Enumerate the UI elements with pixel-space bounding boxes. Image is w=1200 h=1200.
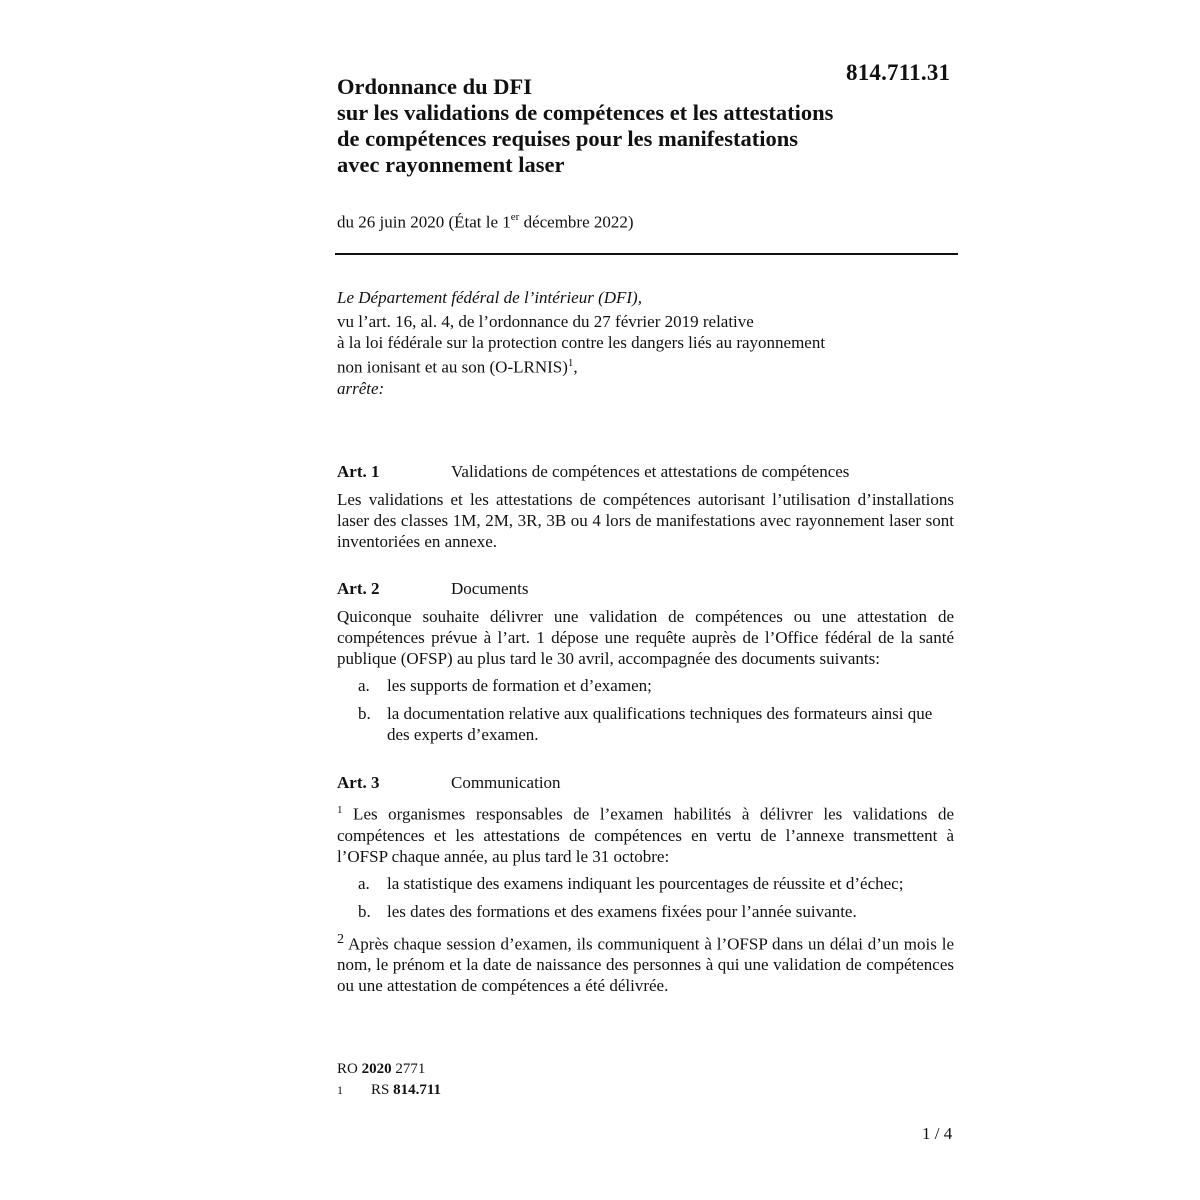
title-line: avec rayonnement laser xyxy=(337,152,565,177)
article-number: Art. 1 xyxy=(337,462,380,481)
list-item xyxy=(337,873,954,894)
article-paragraph-1 xyxy=(337,800,954,867)
date-superscript: er xyxy=(510,211,520,223)
article-number: Art. 3 xyxy=(337,773,380,792)
article-list xyxy=(337,873,954,922)
article-1 xyxy=(337,461,954,552)
article-title: Validations de compétences et attestations de compétences xyxy=(451,462,850,481)
list-item-text: la documentation relative aux qualifications techniques des formateurs ainsi que des experts d’examen. xyxy=(387,704,933,744)
article-heading xyxy=(337,772,954,793)
list-item-text: les dates des formations et des examens fixées pour l’année suivante. xyxy=(387,901,857,921)
list-marker: a. xyxy=(358,676,370,695)
sr-number: 814.711.31 xyxy=(846,60,951,85)
article-list xyxy=(337,675,954,745)
article-2 xyxy=(337,578,954,752)
date-prefix: du 26 juin 2020 (État le 1 xyxy=(337,212,511,232)
footnote-1 xyxy=(337,1080,441,1101)
list-item-text: la statistique des examens indiquant les pourcentages de réussite et d’échec; xyxy=(387,873,904,893)
footnote-prefix: RS xyxy=(371,1082,394,1098)
issuing-authority: Le Département fédéral de l’intérieur (DFI), xyxy=(337,288,642,307)
preamble xyxy=(337,287,957,402)
document-title xyxy=(337,74,937,178)
list-marker: a. xyxy=(358,873,370,893)
footnote-ref: 814.711 xyxy=(393,1082,442,1098)
page-number: 1 / 4 xyxy=(922,1124,953,1143)
title-separator-rule xyxy=(335,253,958,255)
article-heading xyxy=(337,578,954,599)
article-title: Communication xyxy=(451,773,561,792)
date-suffix: décembre 2022) xyxy=(519,212,634,232)
article-number: Art. 2 xyxy=(337,579,380,598)
list-marker: b. xyxy=(358,901,371,921)
list-marker: b. xyxy=(358,704,371,723)
legal-basis-line xyxy=(337,353,957,378)
official-compilation-ref xyxy=(337,1059,441,1080)
title-line: de compétences requises pour les manifestations xyxy=(337,126,799,151)
list-item-text: les supports de formation et d’examen; xyxy=(387,676,652,695)
ro-prefix: RO xyxy=(337,1061,362,1077)
title-line: sur les validations de compétences et les attestations xyxy=(337,100,834,125)
footnote-reference[interactable]: 1 xyxy=(567,357,574,369)
legal-basis-line: à la loi fédérale sur la protection contre les dangers liés au rayonnement xyxy=(337,333,826,352)
article-title: Documents xyxy=(451,579,529,598)
legal-basis-line: vu l’art. 16, al. 4, de l’ordonnance du 27 février 2019 relative xyxy=(337,312,754,331)
list-item xyxy=(337,703,954,745)
paragraph-text: Les organismes responsables de l’examen habilités à délivrer les validations de compétences et les attestations de compétences en vertu de l’annexe transmettent à l’OFSP chaque année, au plus tard le 31 octobre: xyxy=(337,804,954,866)
paragraph-text: Après chaque session d’examen, ils communiquent à l’OFSP dans un délai d’un mois le nom, le prénom et la date de naissance des personnes à qui une validation de compétences ou une attestation de compétences a été délivrée. xyxy=(337,934,954,996)
ro-page: 2771 xyxy=(391,1061,426,1077)
title-line: Ordonnance du DFI xyxy=(337,74,533,99)
document-date xyxy=(337,212,634,233)
ro-year: 2020 xyxy=(361,1061,392,1077)
legal-basis-text: non ionisant et au son (O-LRNIS) xyxy=(337,357,568,377)
legal-basis-end: , xyxy=(573,357,578,377)
article-body: Les validations et les attestations de compétences autorisant l’utilisation d’installations laser des classes 1M, 2M, 3R, 3B ou 4 lors de manifestations avec rayonnement laser sont inventoriées en annexe. xyxy=(337,490,954,551)
list-item xyxy=(337,675,954,696)
article-body: Quiconque souhaite délivrer une validation de compétences ou une attestation de compétences prévue à l’art. 1 dépose une requête auprès de l’Office fédéral de la santé publique (OFSP) au plus tard le 30 avril, accompagnée des documents suivants: xyxy=(337,607,954,668)
decree-word: arrête: xyxy=(337,378,385,398)
footnote-text xyxy=(371,1080,441,1101)
footnotes xyxy=(337,1059,441,1101)
article-3 xyxy=(337,772,954,996)
footnote-number: 1 xyxy=(337,1083,343,1097)
paragraph-number: 2 xyxy=(337,930,345,947)
paragraph-number: 1 xyxy=(337,804,343,816)
article-paragraph-2 xyxy=(337,929,954,997)
article-heading xyxy=(337,461,954,482)
list-item xyxy=(337,901,954,922)
